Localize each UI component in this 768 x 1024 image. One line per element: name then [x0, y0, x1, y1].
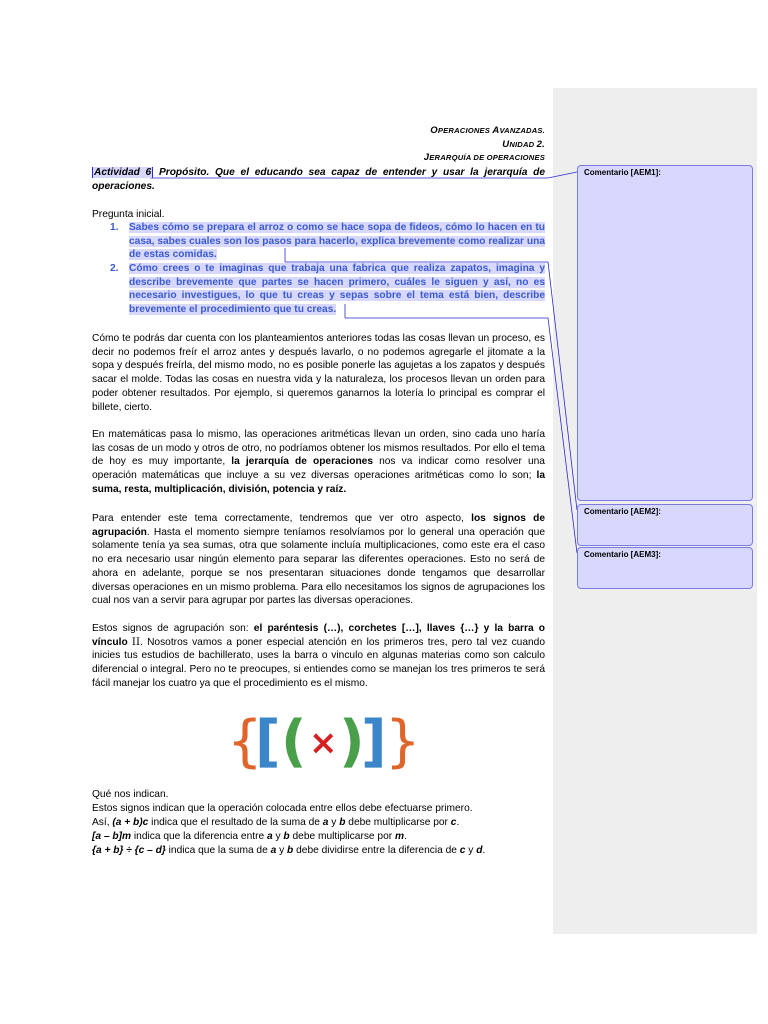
grouping-signs-image [227, 708, 421, 774]
list-number: 2. [110, 263, 119, 274]
example-line-1: Así, (a + b)c indica que el resultado de la suma de a y b debe multiplicarse por c. [92, 817, 460, 828]
times-icon: × [309, 723, 338, 763]
activity-purpose: Actividad 6 Propósito. Que el educando sea capaz de entender y usar la jerarquía de operaciones. [92, 167, 545, 192]
header-topic: JERARQUÍA DE OPERACIONES [423, 152, 545, 163]
explanation-line: Estos signos indican que la operación colocada entre ellos debe efectuarse primero. [92, 803, 473, 814]
comment-aem3[interactable] [577, 547, 753, 589]
list-item: Cómo crees o te imaginas que trabaja una fabrica que realiza zapatos, imagina y describe brevemente que partes se hacen primero, cuáles le siguen y así, no es necesario investigues, lo que tu creas y sepas sobre el tema está bien, describe brevemente el procedimiento que tu creas. [129, 263, 545, 316]
paren-right-icon: ) [339, 709, 365, 774]
header-unit: UNIDAD 2. [502, 139, 545, 150]
paragraph-grouping-signs: Estos signos de agrupación son: el paréntesis (…), corchetes […], llaves {…} y la barra o vínculo II. Nosotros vamos a poner especial atención en los primeros tres, pero tal vez cuando inicies tus estudios de bachillerato, uses la barra o vinculo en algunas materias como son calculo diferencial o integral. Pero no te preocupes, si entiendes como se manejan los tres primeros te será fácil manejar los cuatro ya que el procedimiento es el mismo. [92, 623, 545, 689]
comment-label: Comentario [AEM1]: [584, 168, 661, 177]
activity-label: Actividad 6 [94, 167, 152, 178]
example-line-2: [a – b]m indica que la diferencia entre a y b debe multiplicarse por m. [92, 831, 407, 842]
paren-left-icon: ( [281, 709, 307, 774]
paragraph-grouping-intro: Para entender este tema correctamente, tendremos que ver otro aspecto, los signos de agrupación. Hasta el momento siempre teníamos resolvíamos por lo general una operación que solamente tenía ya sea sumas, otra que solamente incluía multiplicaciones, como este era el caso no era necesario usar ningún elemento para separar las diferentes operaciones. Esto no será de ahora en adelante, porque se nos presentaran situaciones donde tengamos que desarrollar diversas operaciones en un mismo problema. Para ello necesitamos los signos de agrupaciones los cual nos van a servir para agrupar por partes las diversas operaciones. [92, 513, 545, 607]
header-title: OPERACIONES AVANZADAS. [430, 125, 545, 136]
list-item: Sabes cómo se prepara el arroz o como se hace sopa de fideos, cómo lo hacen en tu casa, sabes cuales son los pasos para hacerlo, explica brevemente como realizar una de estas comidas. [129, 222, 545, 261]
comment-aem2[interactable] [577, 504, 753, 546]
brace-left-icon: { [227, 709, 263, 774]
comment-label: Comentario [AEM2]: [584, 507, 661, 516]
list-number: 1. [110, 222, 119, 233]
bracket-left-icon: [ [255, 709, 281, 774]
paragraph-math-order: En matemáticas pasa lo mismo, las operaciones aritméticas llevan un orden, sino cada uno haría las cosas de un modo y otros de otro, no podríamos obtener los mismos resultados. Por ello el tema de hoy es muy importante, la jerarquía de operaciones nos va indicar como resolver una operación matemáticas que incluye a su vez diversas operaciones aritméticas como lo son; la suma, resta, multiplicación, división, potencia y raíz. [92, 429, 545, 495]
question-intro: Pregunta inicial. [92, 209, 165, 220]
example-line-3: {a + b} ÷ {c – d} indica que la suma de a y b debe dividirse entre la diferencia de c y d. [92, 845, 486, 856]
comment-aem1[interactable] [577, 165, 753, 501]
bracket-right-icon: ] [361, 709, 387, 774]
brace-right-icon: } [385, 709, 421, 774]
paragraph-process: Cómo te podrás dar cuenta con los planteamientos anteriores todas las cosas llevan un proceso, es decir no podemos freír el arroz antes y después lavarlo, o no podemos agregarle el jitomate a la sopa y después freírla, del mismo modo, no es posible ponerle las agujetas a los zapatos y después sacar el molde. Todas las cosas en nuestra vida y la naturaleza, los procesos llevan un orden para poder obtener resultados. Por ejemplo, si queremos ganarnos la lotería lo principal es comprar el billete, cierto. [92, 333, 545, 413]
question-what: Qué nos indican. [92, 789, 169, 800]
comment-label: Comentario [AEM3]: [584, 550, 661, 559]
